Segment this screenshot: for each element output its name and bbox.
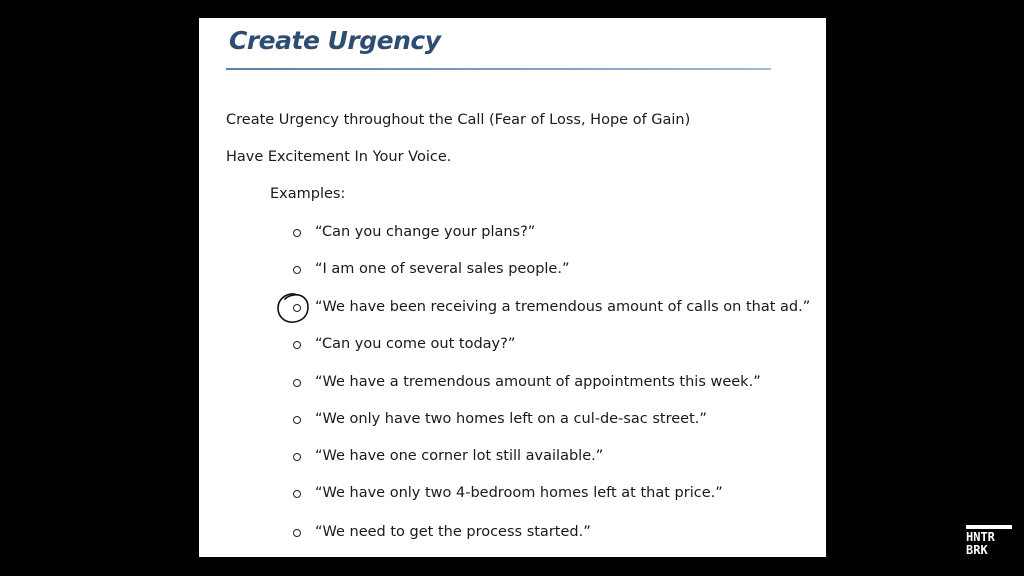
- example-text: “We need to get the process started.”: [315, 524, 591, 540]
- example-text: “Can you come out today?”: [315, 336, 516, 352]
- example-text: “We have only two 4-bedroom homes left at that price.”: [315, 485, 723, 501]
- example-text: “I am one of several sales people.”: [315, 261, 570, 277]
- example-text: “Can you change your plans?”: [315, 224, 536, 240]
- intro-line-excitement: Have Excitement In Your Voice.: [226, 149, 452, 165]
- example-text: “We have one corner lot still available.”: [315, 448, 604, 464]
- hollow-bullet-icon: [293, 229, 301, 237]
- watermark-line-1: HNTR: [966, 530, 995, 544]
- watermark-line-2: BRK: [966, 543, 988, 557]
- hollow-bullet-icon: [293, 341, 301, 349]
- hollow-bullet-icon: [293, 266, 301, 274]
- hollow-bullet-icon: [293, 490, 301, 498]
- hollow-bullet-icon: [293, 379, 301, 387]
- example-text: “We only have two homes left on a cul-de-sac street.”: [315, 411, 707, 427]
- watermark-bar: [966, 525, 1012, 529]
- watermark-text: [966, 531, 995, 557]
- channel-watermark-logo: [966, 525, 1014, 565]
- intro-line-urgency: Create Urgency throughout the Call (Fear of Loss, Hope of Gain): [226, 112, 691, 128]
- example-text: “We have a tremendous amount of appointments this week.”: [315, 374, 761, 390]
- example-text: “We have been receiving a tremendous amount of calls on that ad.”: [315, 299, 811, 315]
- hollow-bullet-icon: [293, 416, 301, 424]
- page-title: Create Urgency: [229, 26, 441, 55]
- document-page: [199, 18, 826, 557]
- hand-drawn-circle-icon: [275, 291, 311, 325]
- hollow-bullet-icon: [293, 453, 301, 461]
- examples-label: Examples:: [270, 186, 346, 202]
- title-underline: [226, 68, 771, 70]
- hollow-bullet-icon: [293, 529, 301, 537]
